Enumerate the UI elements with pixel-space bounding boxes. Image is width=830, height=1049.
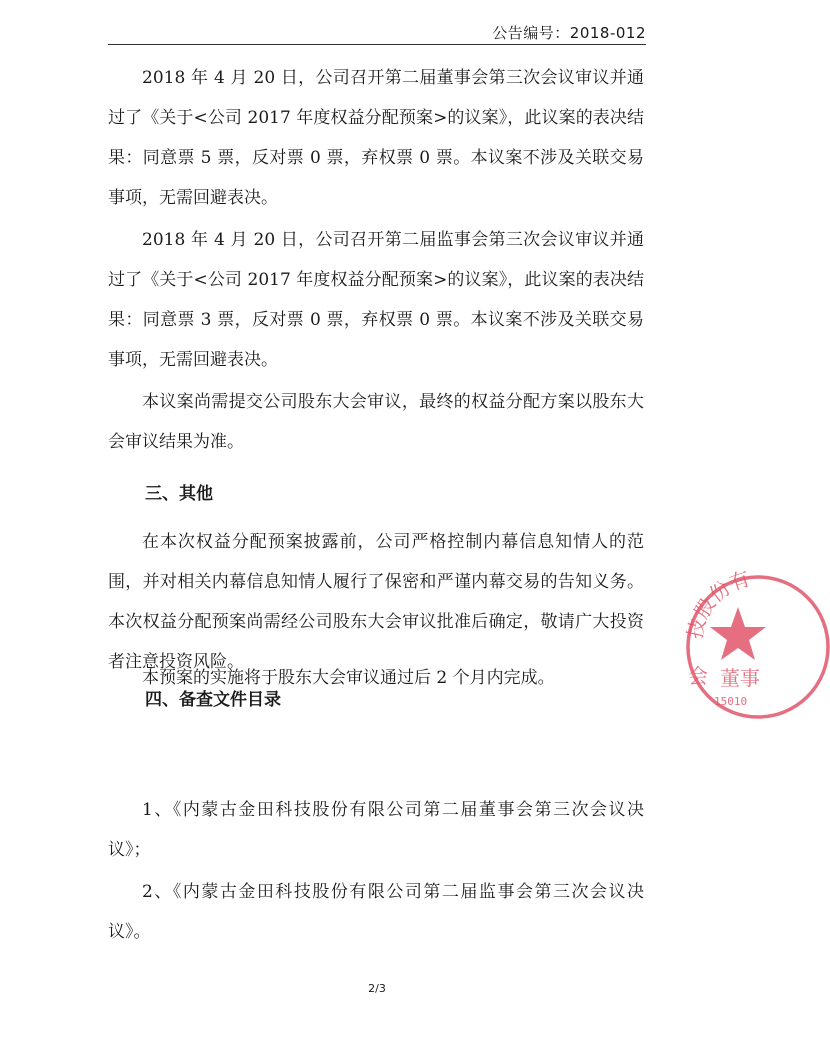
company-seal-stamp	[680, 565, 830, 725]
seal-star-icon	[710, 607, 766, 660]
file-item-1: 1、《内蒙古金田科技股份有限公司第二届董事会第三次会议决议》；	[108, 800, 644, 860]
file-item-2: 2、《内蒙古金田科技股份有限公司第二届监事会第三次会议决议》。	[108, 882, 644, 942]
shareholder-review-paragraph: 本议案尚需提交公司股东大会审议，最终的权益分配方案以股东大会审议结果为准。	[108, 392, 644, 452]
seal-prefix-char: 会	[688, 664, 708, 688]
other-disclosure-paragraph: 在本次权益分配预案披露前，公司严格控制内幕信息知情人的范围，并对相关内幕信息知情人履行了保密和严谨内幕交易的告知义务。本次权益分配预案尚需经公司股东大会审议批准后确定，敬请广大投资者注意投资风险。	[108, 532, 644, 672]
page-number: 2/3	[368, 982, 386, 995]
section-heading-files: 四、备查文件目录	[145, 690, 281, 710]
notice-number: 公告编号：2018-012	[492, 24, 646, 42]
implementation-paragraph: 本预案的实施将于股东大会审议通过后 2 个月内完成。	[142, 668, 555, 688]
seal-bottom-text: 董事	[720, 666, 760, 690]
seal-top-text: 技股份有	[682, 566, 753, 641]
supervisory-vote-paragraph: 2018 年 4 月 20 日，公司召开第二届监事会第三次会议审议并通过了《关于<公司 2017 年度权益分配预案>的议案》，此议案的表决结果：同意票 3 票，反对票 0 票，弃权票 0 票。本议案不涉及关联交易事项，无需回避表决。	[108, 230, 644, 370]
section-heading-other: 三、其他	[145, 484, 213, 504]
header-divider	[108, 44, 646, 45]
board-vote-paragraph: 2018 年 4 月 20 日，公司召开第二届董事会第三次会议审议并通过了《关于<公司 2017 年度权益分配预案>的议案》，此议案的表决结果：同意票 5 票，反对票 0 票，弃权票 0 票。本议案不涉及关联交易事项，无需回避表决。	[108, 68, 644, 208]
seal-number: 15010	[714, 695, 748, 708]
